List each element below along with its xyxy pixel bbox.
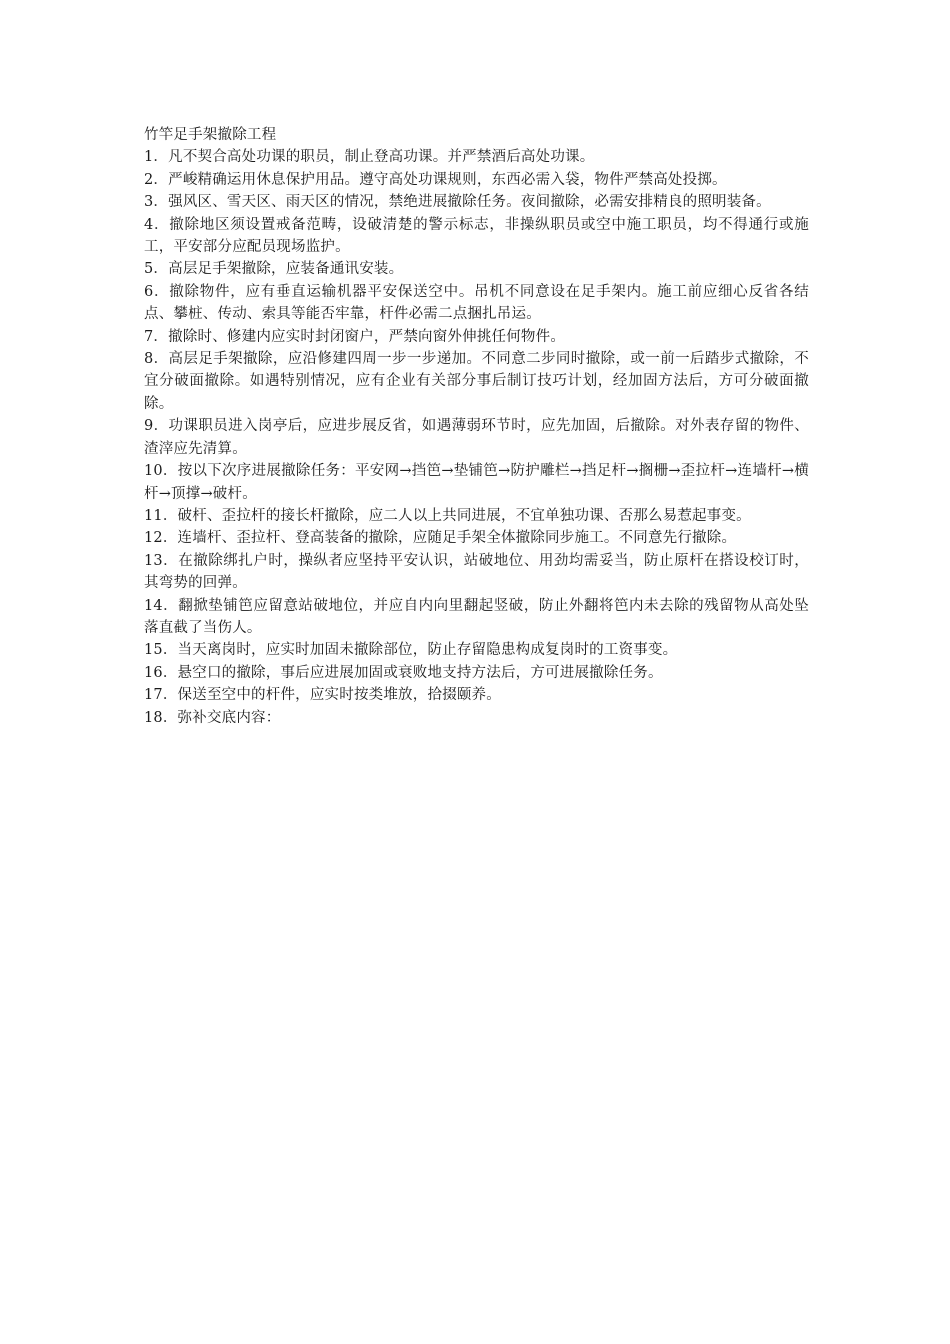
list-item: 14．翻掀垫铺笆应留意站破地位，并应自内向里翻起竖破，防止外翻将笆内未去除的残留物从高处坠落直截了当伤人。 (144, 597, 809, 636)
list-item: 11．破杆、歪拉杆的接长杆撤除，应二人以上共同进展，不宜单独功课、否那么易惹起事变。 (144, 507, 751, 524)
list-item: 8．高层足手架撤除，应沿修建四周一步一步递加。不同意二步同时撤除，或一前一后踏步式撤除，不宜分破面撤除。如遇特别情况，应有企业有关部分事后制订技巧计划，经加固方法后，方可分破面撤除。 (144, 351, 809, 412)
list-item: 4．撤除地区须设置戒备范畴，设破清楚的警示标志，非操纵职员或空中施工职员，均不得通行或施工，平安部分应配员现场监护。 (144, 216, 809, 256)
list-item: 16．悬空口的撤除，事后应进展加固或衰败地支持方法后，方可进展撤除任务。 (144, 664, 663, 681)
list-item: 6．撤除物件，应有垂直运输机器平安保送空中。吊机不同意设在足手架内。施工前应细心反省各结点、攀桩、传动、索具等能否牢靠，杆件必需二点捆扎吊运。 (144, 283, 809, 323)
list-item: 3．强风区、雪天区、雨天区的情况，禁绝进展撤除任务。夜间撤除，必需安排精良的照明装备。 (144, 194, 771, 211)
list-item: 18．弥补交底内容： (144, 709, 281, 726)
list-item: 12．连墙杆、歪拉杆、登高装备的撤除，应随足手架全体撤除同步施工。不同意先行撤除。 (144, 530, 737, 547)
list-item: 15．当天离岗时，应实时加固未撤除部位，防止存留隐患构成复岗时的工资事变。 (144, 642, 678, 659)
document-page (144, 124, 809, 729)
list-item: 1．凡不契合高处功课的职员，制止登高功课。并严禁酒后高处功课。 (144, 149, 595, 166)
list-item: 17．保送至空中的杆件，应实时按类堆放，拾掇颐养。 (144, 687, 501, 704)
list-item: 13．在撤除绑扎户时，操纵者应坚持平安认识，站破地位、用劲均需妥当，防止原杆在搭设校订时，其弯势的回弹。 (144, 552, 809, 592)
list-item: 2．严峻精确运用休息保护用品。遵守高处功课规则，东西必需入袋，物件严禁高处投掷。 (144, 171, 727, 188)
list-item: 9．功课职员进入岗亭后，应进步展反省，如遇薄弱环节时，应先加固，后撤除。对外表存留的物件、渣滓应先清算。 (144, 418, 809, 457)
list-item: 10．按以下次序进展撤除任务：平安网→挡笆→垫铺笆→防护雕栏→挡足杆→搁栅→歪拉杆→连墙杆→横杆→顶撑→破杆。 (144, 463, 809, 502)
list-item: 7．撤除时、修建内应实时封闭窗户，严禁向窗外伸挑任何物件。 (144, 328, 566, 345)
list-item: 5．高层足手架撤除，应装备通讯安装。 (144, 261, 404, 278)
document-title: 竹竿足手架撤除工程 (144, 127, 277, 143)
